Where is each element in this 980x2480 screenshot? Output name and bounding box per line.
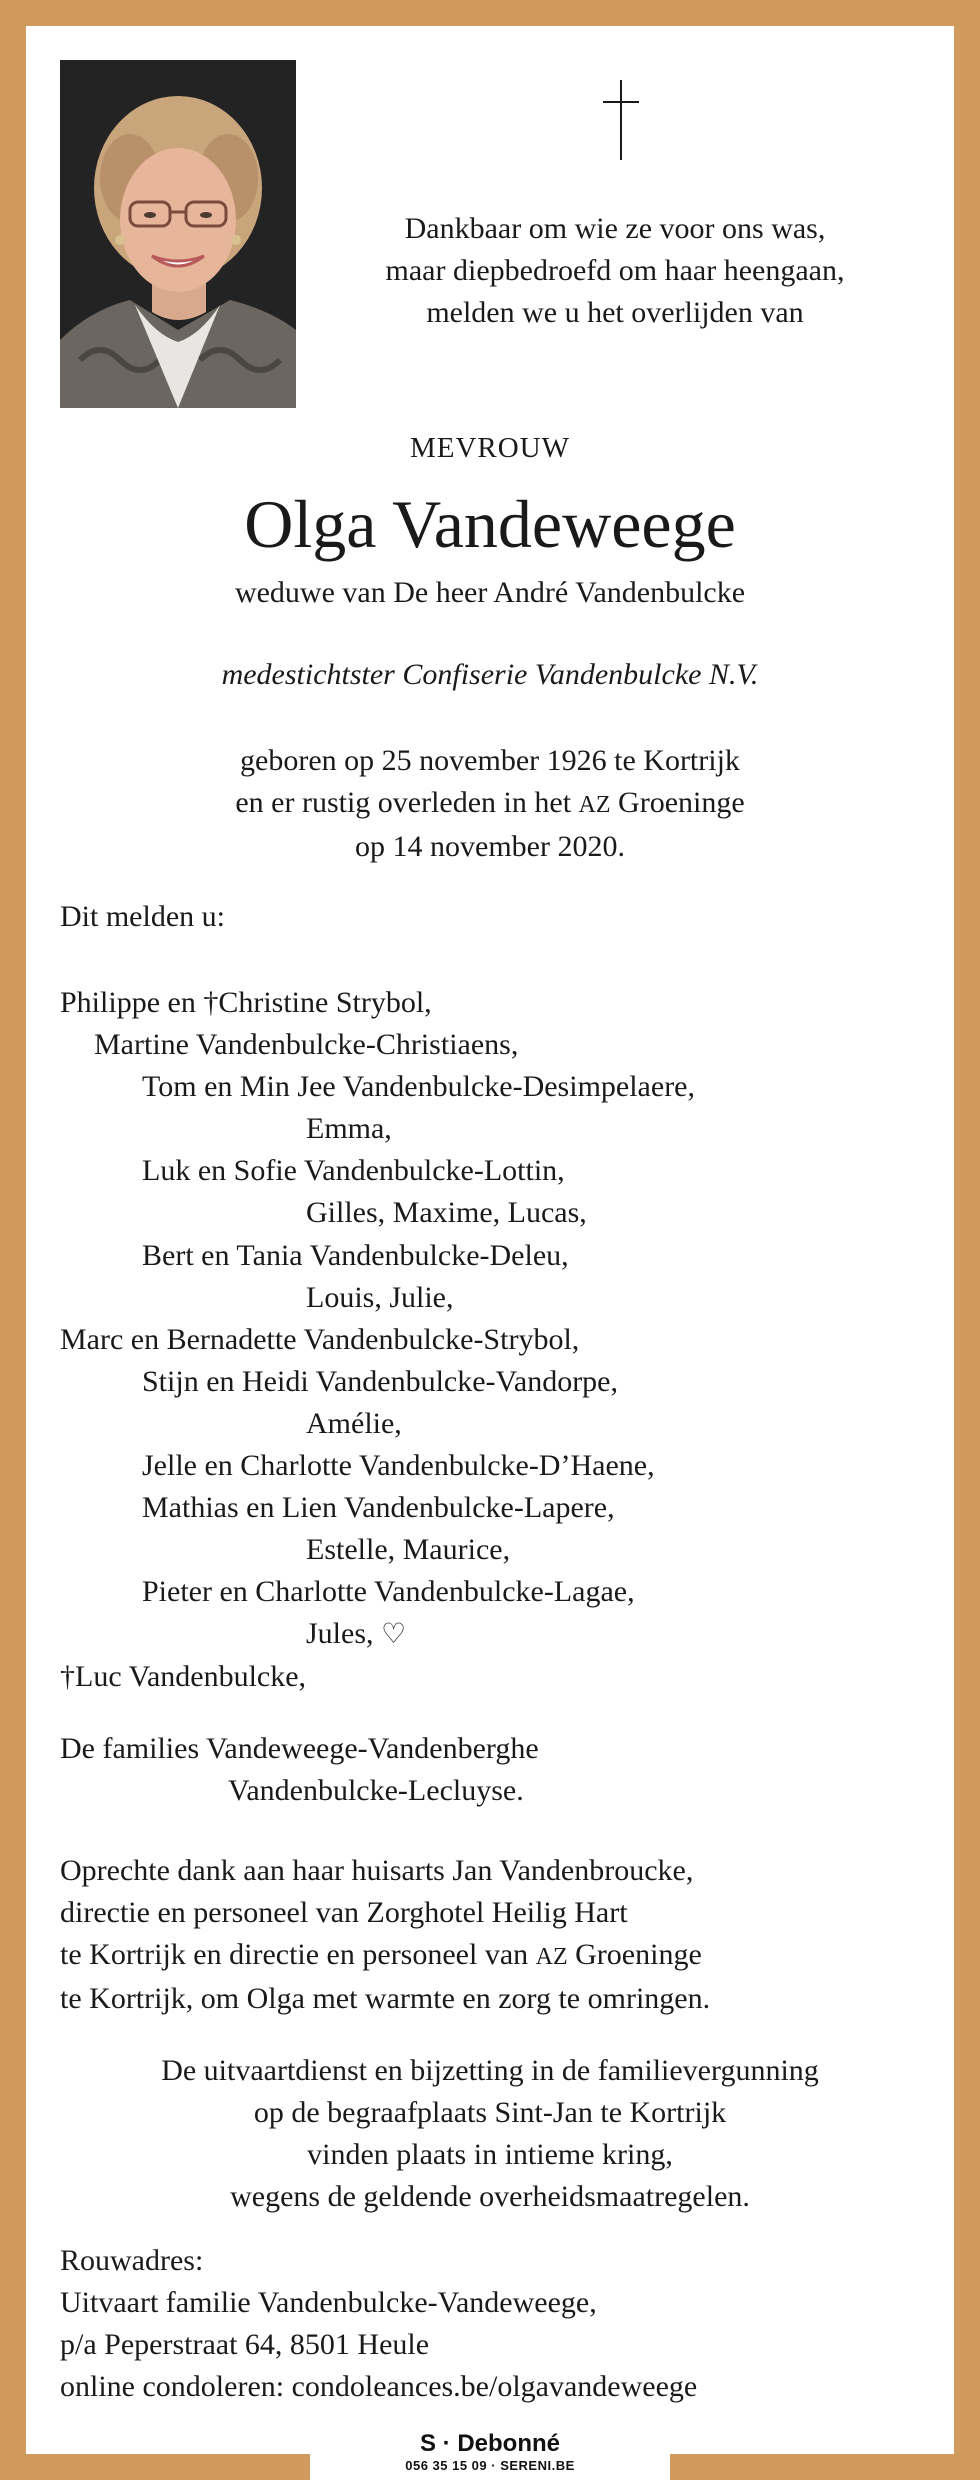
hospital-abbr: AZ [535, 1944, 568, 1970]
intro-line: Dankbaar om wie ze voor ons was, [404, 212, 826, 245]
address-block [60, 2240, 940, 2408]
death-date: op 14 november 2020. [355, 830, 625, 863]
family-line: †Luc Vandenbulcke, [60, 1659, 307, 1693]
family-line: Martine Vandenbulcke-Christiaens, [94, 1028, 519, 1062]
family-line: Marc en Bernadette Vandenbulcke-Strybol, [60, 1322, 580, 1356]
thanks-block [60, 1850, 940, 2020]
intro-line: maar diepbedroefd om haar heengaan, [385, 254, 845, 287]
family-line: Louis, Julie, [306, 1280, 454, 1314]
role-line: medestichtster Confiserie Vandenbulcke N.V. [221, 658, 759, 691]
family-line: Pieter en Charlotte Vandenbulcke-Lagae, [142, 1575, 635, 1609]
family-line: Tom en Min Jee Vandenbulcke-Desimpelaere, [142, 1070, 695, 1104]
hospital-abbr: AZ [578, 792, 611, 818]
family-line: Gilles, Maxime, Lucas, [306, 1196, 587, 1230]
honorific: MEVROUW [409, 432, 571, 464]
thanks-line: directie en personeel van Zorghotel Heilig Hart [60, 1896, 628, 1929]
birth-line: geboren op 25 november 1926 te Kortrijk [240, 744, 740, 777]
deceased-name: Olga Vandeweege [244, 486, 736, 562]
thanks-line-post: Groeninge [567, 1938, 702, 1971]
family-line: Mathias en Lien Vandenbulcke-Lapere, [142, 1491, 615, 1525]
intro-line: melden we u het overlijden van [426, 296, 804, 329]
widow-line: weduwe van De heer André Vandenbulcke [234, 576, 746, 609]
funeral-home-footer [310, 2428, 670, 2480]
families-line: De families Vandeweege-Vandenberghe [60, 1732, 539, 1765]
families-block [60, 1728, 940, 1812]
family-line: Stijn en Heidi Vandenbulcke-Vandorpe, [142, 1364, 619, 1398]
family-line: Amélie, [306, 1406, 402, 1440]
portrait-photo [60, 60, 296, 408]
thanks-line: Oprechte dank aan haar huisarts Jan Vandenbroucke, [60, 1854, 694, 1887]
thanks-line: te Kortrijk, om Olga met warmte en zorg te omringen. [60, 1982, 711, 2015]
funeral-line: vinden plaats in intieme kring, [307, 2138, 673, 2171]
family-list [60, 982, 940, 1698]
family-line: Philippe en †Christine Strybol, [60, 986, 432, 1019]
death-line-pre: en er rustig overleden in het [235, 786, 579, 819]
address-line: p/a Peperstraat 64, 8501 Heule [60, 2328, 430, 2361]
address-label: Rouwadres: [60, 2244, 204, 2277]
address-line: Uitvaart familie Vandenbulcke-Vandeweege, [60, 2286, 597, 2319]
family-line: Estelle, Maurice, [306, 1533, 511, 1567]
notify-label: Dit melden u: [60, 900, 225, 933]
death-line-post: Groeninge [610, 786, 745, 819]
dates-block [0, 740, 980, 868]
cross-icon [601, 80, 641, 160]
death-line [0, 782, 980, 826]
funeral-line: wegens de geldende overheidsmaatregelen. [230, 2180, 750, 2213]
funeral-line: op de begraafplaats Sint-Jan te Kortrijk [253, 2096, 727, 2129]
funeral-line: De uitvaartdienst en bijzetting in de familievergunning [161, 2054, 819, 2087]
family-line: Emma, [306, 1112, 392, 1146]
heart-icon: ♡ [381, 1617, 407, 1651]
family-line: Luk en Sofie Vandenbulcke-Lottin, [142, 1154, 565, 1188]
intro-text [310, 208, 920, 334]
family-line-text: Jules, [306, 1617, 374, 1651]
family-line: Bert en Tania Vandenbulcke-Deleu, [142, 1238, 569, 1272]
condolence-line: online condoleren: condoleances.be/olgavandeweege [60, 2370, 698, 2403]
funeral-block [0, 2050, 980, 2218]
funeral-home-contact: 056 35 15 09 · SERENI.BE [405, 2458, 575, 2473]
family-line: Jelle en Charlotte Vandenbulcke-D’Haene, [142, 1449, 655, 1483]
thanks-line [60, 1934, 940, 1978]
funeral-home-logo: S · Debonné [419, 2430, 560, 2457]
thanks-line-pre: te Kortrijk en directie en personeel van [60, 1938, 536, 1971]
family-line [60, 1613, 940, 1655]
families-line: Vandenbulcke-Lecluyse. [228, 1774, 524, 1807]
